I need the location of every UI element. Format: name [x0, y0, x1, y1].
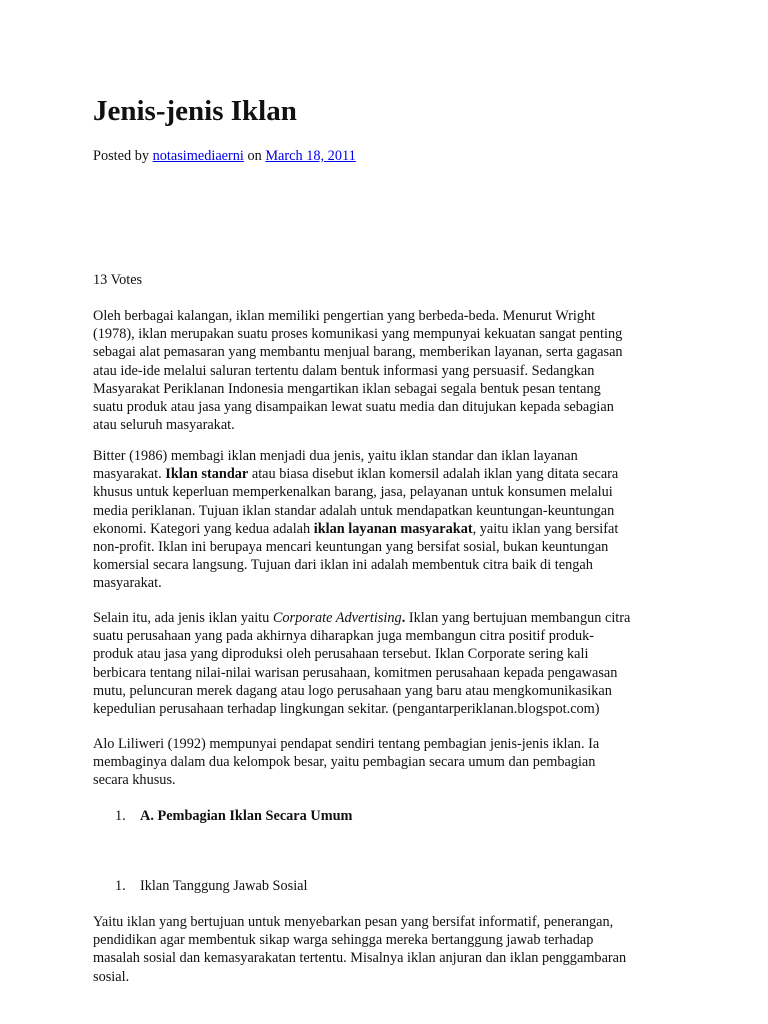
- paragraph-3: [93, 609, 678, 718]
- paragraph-line: berbicara tentang nilai-nilai warisan perusahaan, komitmen perusahaan kepada pengawasan: [93, 664, 618, 681]
- paragraph-line: atau ide-ide melalui saluran tertentu dalam bentuk informasi yang persuasif. Sedangkan: [93, 362, 595, 379]
- text-run: masyarakat.: [93, 466, 166, 483]
- paragraph-line: khusus untuk keperluan memperkenalkan barang, jasa, pelayanan untuk konsumen melalui: [93, 484, 613, 501]
- date-link[interactable]: March 18, 2011: [265, 148, 356, 164]
- list-text: A. Pembagian Iklan Secara Umum: [140, 808, 353, 824]
- text-run: .: [401, 610, 406, 626]
- paragraph-line: sosial.: [93, 968, 130, 985]
- paragraph-line: masyarakat.: [93, 575, 162, 592]
- paragraph-line: [93, 609, 678, 627]
- paragraph-line: suatu produk atau jasa yang disampaikan lewat suatu media dan ditujukan kepada sebagian: [93, 399, 614, 416]
- author-link[interactable]: notasimediaerni: [152, 148, 244, 164]
- text-run: Selain itu, ada jenis iklan yaitu: [93, 610, 273, 626]
- paragraph-line: suatu perusahaan yang pada akhirnya diharapkan juga membangun citra positif produk-: [93, 628, 595, 645]
- list-item-pembagian-umum: [115, 807, 352, 825]
- paragraph-4: [93, 735, 678, 790]
- paragraph-1: [93, 307, 678, 434]
- list-item-tanggung-jawab-sosial: [115, 877, 308, 895]
- paragraph-5: [93, 913, 678, 986]
- term-iklan-layanan-masyarakat: iklan layanan masyarakat: [313, 520, 473, 537]
- paragraph-line: [93, 520, 678, 538]
- article-title: Jenis-jenis Iklan: [93, 95, 297, 127]
- paragraph-line: Masyarakat Periklanan Indonesia mengartikan iklan sebagai segala bentuk pesan tentang: [93, 380, 601, 397]
- list-number: 1.: [115, 878, 126, 894]
- text-run: , yaitu iklan yang bersifat: [472, 520, 619, 537]
- paragraph-line: media periklanan. Tujuan iklan standar adalah untuk mendapatkan keuntungan-keuntungan: [93, 502, 615, 519]
- text-run: atau biasa disebut iklan komersil adalah iklan yang ditata secara: [248, 466, 619, 483]
- vote-count: 13 Votes: [93, 272, 143, 288]
- paragraph-line: secara khusus.: [93, 772, 176, 789]
- paragraph-line: komersial secara langsung. Tujuan dari iklan ini adalah membentuk citra baik di tengah: [93, 557, 593, 574]
- paragraph-line: pendidikan agar membentuk sikap warga sehingga mereka bertanggung jawab terhadap: [93, 932, 594, 949]
- paragraph-line: Yaitu iklan yang bertujuan untuk menyebarkan pesan yang bersifat informatif, penerangan,: [93, 914, 614, 930]
- paragraph-line: non-profit. Iklan ini berupaya mencari keuntungan yang bersifat sosial, bukan keuntungan: [93, 539, 609, 556]
- byline-on: on: [243, 148, 266, 164]
- paragraph-line: atau seluruh masyarakat.: [93, 417, 235, 434]
- paragraph-line: [93, 465, 678, 483]
- paragraph-line: kepedulian perusahaan terhadap lingkungan sekitar. (pengantarperiklanan.blogspot.com): [93, 701, 600, 718]
- byline: [93, 147, 356, 165]
- list-number: 1.: [115, 808, 126, 824]
- paragraph-line: Oleh berbagai kalangan, iklan memiliki pengertian yang berbeda-beda. Menurut Wright: [93, 308, 596, 324]
- paragraph-line: (1978), iklan merupakan suatu proses komunikasi yang mempunyai kekuatan sangat penting: [93, 326, 623, 343]
- paragraph-line: membaginya dalam dua kelompok besar, yaitu pembagian secara umum dan pembagian: [93, 754, 596, 771]
- paragraph-line: mutu, peluncuran merek dagang atau logo perusahaan yang baru atau mengkomunikasikan: [93, 682, 612, 699]
- byline-posted-by: Posted by: [93, 148, 153, 164]
- paragraph-line: sebagai alat pemasaran yang membantu menjual barang, memberikan layanan, serta gagasan: [93, 344, 623, 361]
- paragraph-line: Bitter (1986) membagi iklan menjadi dua jenis, yaitu iklan standar dan iklan layanan: [93, 448, 578, 464]
- paragraph-line: masalah sosial dan kemasyarakatan tertentu. Misalnya iklan anjuran dan iklan penggambaran: [93, 950, 627, 967]
- term-corporate-advertising: Corporate Advertising: [272, 610, 402, 626]
- term-iklan-standar: Iklan standar: [165, 466, 249, 483]
- paragraph-2: [93, 447, 678, 593]
- paragraph-line: Alo Liliweri (1992) mempunyai pendapat sendiri tentang pembagian jenis-jenis iklan. Ia: [93, 736, 600, 752]
- paragraph-line: produk atau jasa yang diproduksi oleh perusahaan tersebut. Iklan Corporate sering kali: [93, 646, 589, 663]
- list-text: Iklan Tanggung Jawab Sosial: [140, 878, 308, 894]
- text-run: ekonomi. Kategori yang kedua adalah: [93, 520, 314, 537]
- text-run: Iklan yang bertujuan membangun citra: [405, 610, 631, 626]
